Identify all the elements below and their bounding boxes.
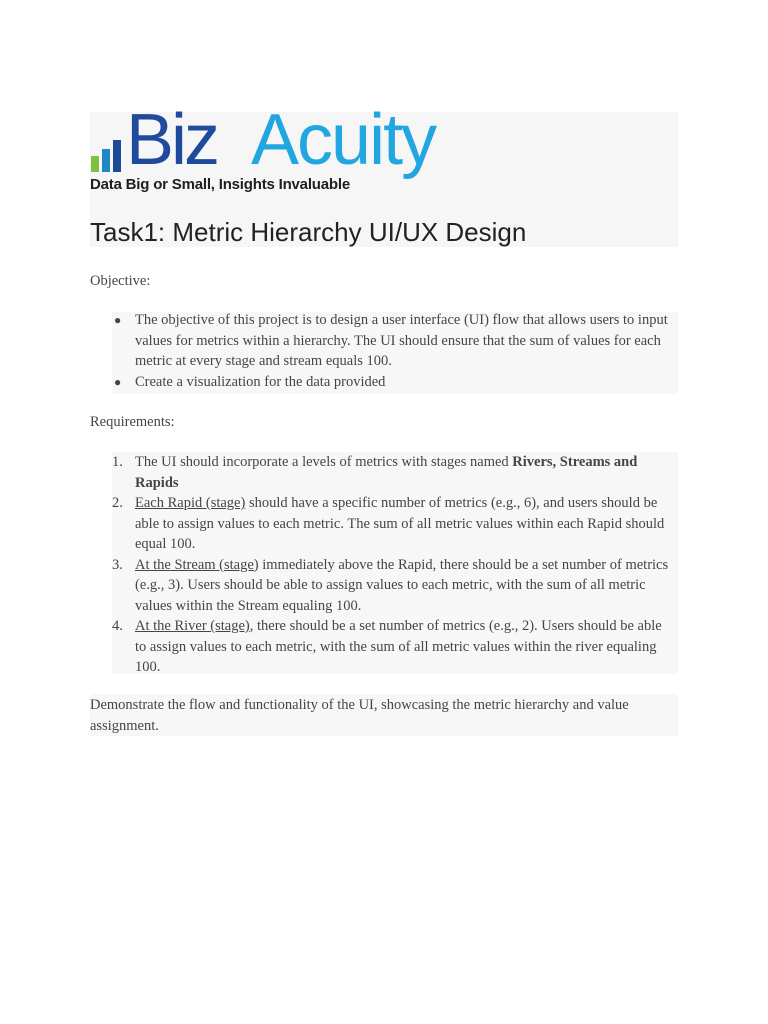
objective-list <box>90 310 678 392</box>
requirement-text: should have a specific number of metrics (e.g., 6), and users should be able to assign values to each metric. The sum of all metric values within each Rapid should equal 100. <box>135 495 665 552</box>
requirement-underlined-text: Each Rapid (stage) <box>135 495 246 511</box>
objective-item-text: The objective of this project is to design a user interface (UI) flow that allows users to input values for metrics within a hierarchy. The UI should ensure that the sum of values for each metric at every stage and stream equals 100. <box>135 312 668 369</box>
bullet-icon: ● <box>114 313 122 327</box>
list-item <box>90 372 678 393</box>
list-item <box>90 493 678 555</box>
requirement-text: immediately above the Rapid, there should be a set number of metrics (e.g., 3). Users should be able to assign values to each metric, with the sum of all metric values within the Stream equaling 100. <box>135 556 669 614</box>
requirement-text: , there should be a set number of metrics (e.g., 2). Users should be able to assign values to each metric, with the sum of all metric values within the river equaling 100. <box>135 618 662 675</box>
requirements-list <box>90 452 678 678</box>
demonstration-paragraph: Demonstrate the flow and functionality of the UI, showcasing the metric hierarchy and value assignment. <box>90 697 629 734</box>
bar-chart-icon <box>90 134 128 172</box>
logo-tagline: Data Big or Small, Insights Invaluable <box>90 176 350 193</box>
logo-bar-dark-blue <box>113 140 121 172</box>
requirement-underlined-text: At the Stream (stage) <box>135 556 259 573</box>
list-number: 1. <box>112 454 123 470</box>
logo-bar-light-blue <box>102 149 110 172</box>
objective-item-text: Create a visualization for the data provided <box>135 373 386 390</box>
objective-label: Objective: <box>90 273 151 289</box>
requirement-bold-text: Rivers, Streams and Rapids <box>135 454 638 491</box>
requirements-label: Requirements: <box>90 414 175 430</box>
list-item <box>90 616 678 678</box>
list-item <box>90 555 678 617</box>
list-item <box>90 310 678 372</box>
logo-text-biz: Biz <box>126 100 218 180</box>
logo-bar-green <box>91 156 99 172</box>
list-number: 4. <box>112 618 123 634</box>
requirement-underlined-text: At the River (stage) <box>135 618 250 634</box>
bullet-icon: ● <box>114 374 122 389</box>
list-number: 3. <box>112 556 123 573</box>
list-item <box>90 452 678 493</box>
logo-text-acuity: Acuity <box>251 100 436 180</box>
requirement-text: The UI should incorporate a levels of metrics with stages named <box>135 454 513 470</box>
page-title: Task1: Metric Hierarchy UI/UX Design <box>90 217 527 247</box>
list-number: 2. <box>112 495 123 511</box>
